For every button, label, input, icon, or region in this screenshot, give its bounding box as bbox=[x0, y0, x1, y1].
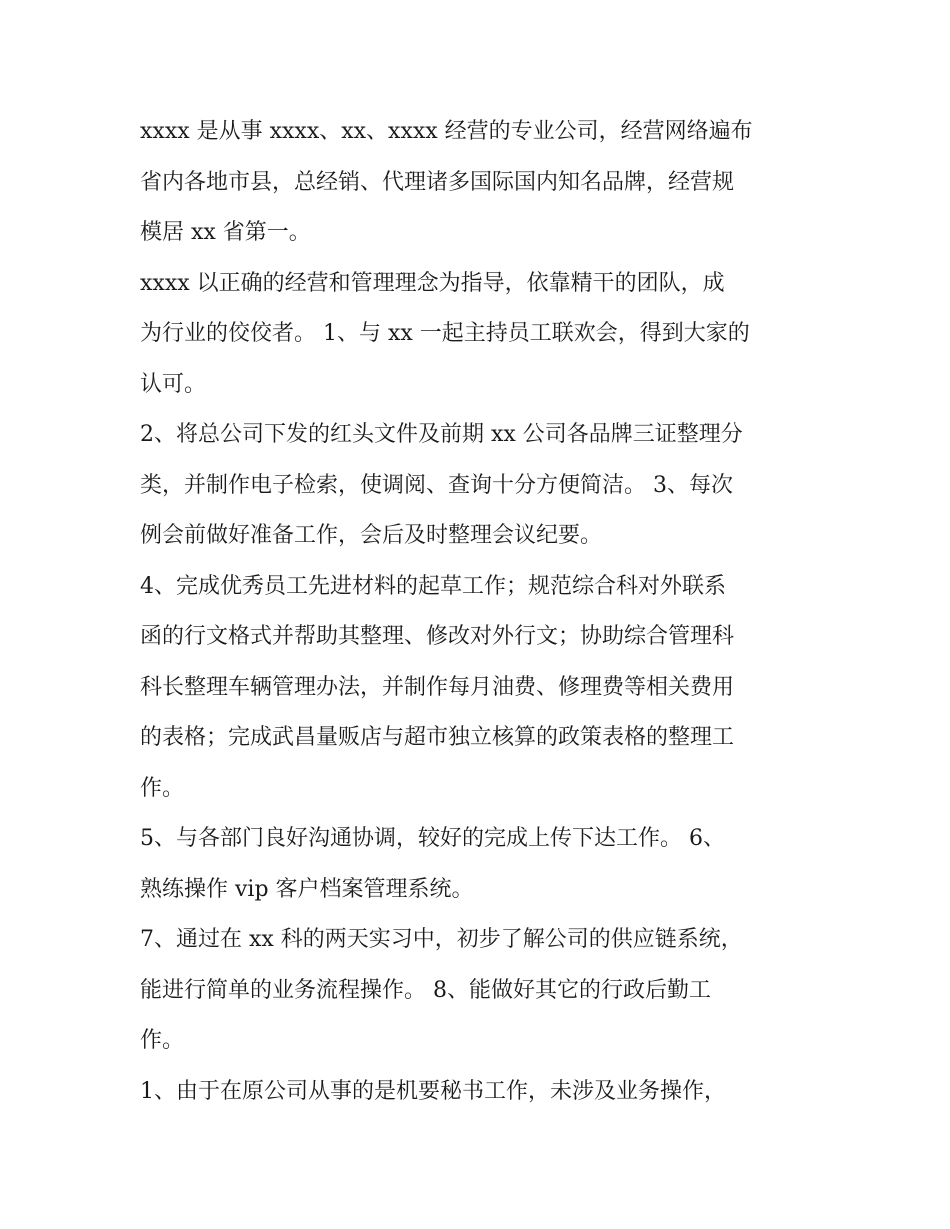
text-line: xxxx 是从事 xxxx、xx、xxxx 经营的专业公司，经营网络遍布 bbox=[140, 119, 753, 144]
text-line: 函的行文格式并帮助其整理、修改对外行文；协助综合管理科 bbox=[140, 624, 735, 649]
text-line: 模居 xx 省第一。 bbox=[140, 220, 311, 245]
text-line: 7、通过在 xx 科的两天实习中，初步了解公司的供应链系统， bbox=[140, 927, 743, 952]
text-line: 4、完成优秀员工先进材料的起草工作；规范综合科对外联系 bbox=[140, 573, 726, 599]
text-line: 作。 bbox=[140, 1028, 185, 1053]
text-line: 能进行简单的业务流程操作。 8、能做好其它的行政后勤工 bbox=[140, 977, 711, 1003]
text-line: 2、将总公司下发的红头文件及前期 xx 公司各品牌三证整理分 bbox=[140, 422, 743, 447]
text-line: 1、由于在原公司从事的是机要秘书工作，未涉及业务操作， bbox=[140, 1078, 726, 1104]
document-body bbox=[140, 107, 820, 1117]
text-line: 5、与各部门良好沟通协调，较好的完成上传下达工作。 6、 bbox=[140, 826, 725, 851]
text-line: 科长整理车辆管理办法，并制作每月油费、修理费等相关费用 bbox=[140, 674, 735, 700]
text-line: xxxx 以正确的经营和管理理念为指导，依靠精干的团队，成 bbox=[140, 270, 725, 296]
text-line: 为行业的佼佼者。 1、与 xx 一起主持员工联欢会，得到大家的 bbox=[140, 321, 750, 346]
text-line: 类，并制作电子检索，使调阅、查询十分方便简洁。 3、每次 bbox=[140, 472, 733, 498]
text-line: 的表格；完成武昌量贩店与超市独立核算的政策表格的整理工 bbox=[140, 725, 735, 750]
text-line: 例会前做好准备工作，会后及时整理会议纪要。 bbox=[140, 523, 603, 548]
text-line: 作。 bbox=[140, 775, 185, 801]
text-line: 省内各地市县，总经销、代理诸多国际国内知名品牌，经营规 bbox=[140, 169, 735, 195]
text-line: 熟练操作 vip 客户档案管理系统。 bbox=[140, 876, 474, 902]
text-line: 认可。 bbox=[140, 371, 207, 397]
